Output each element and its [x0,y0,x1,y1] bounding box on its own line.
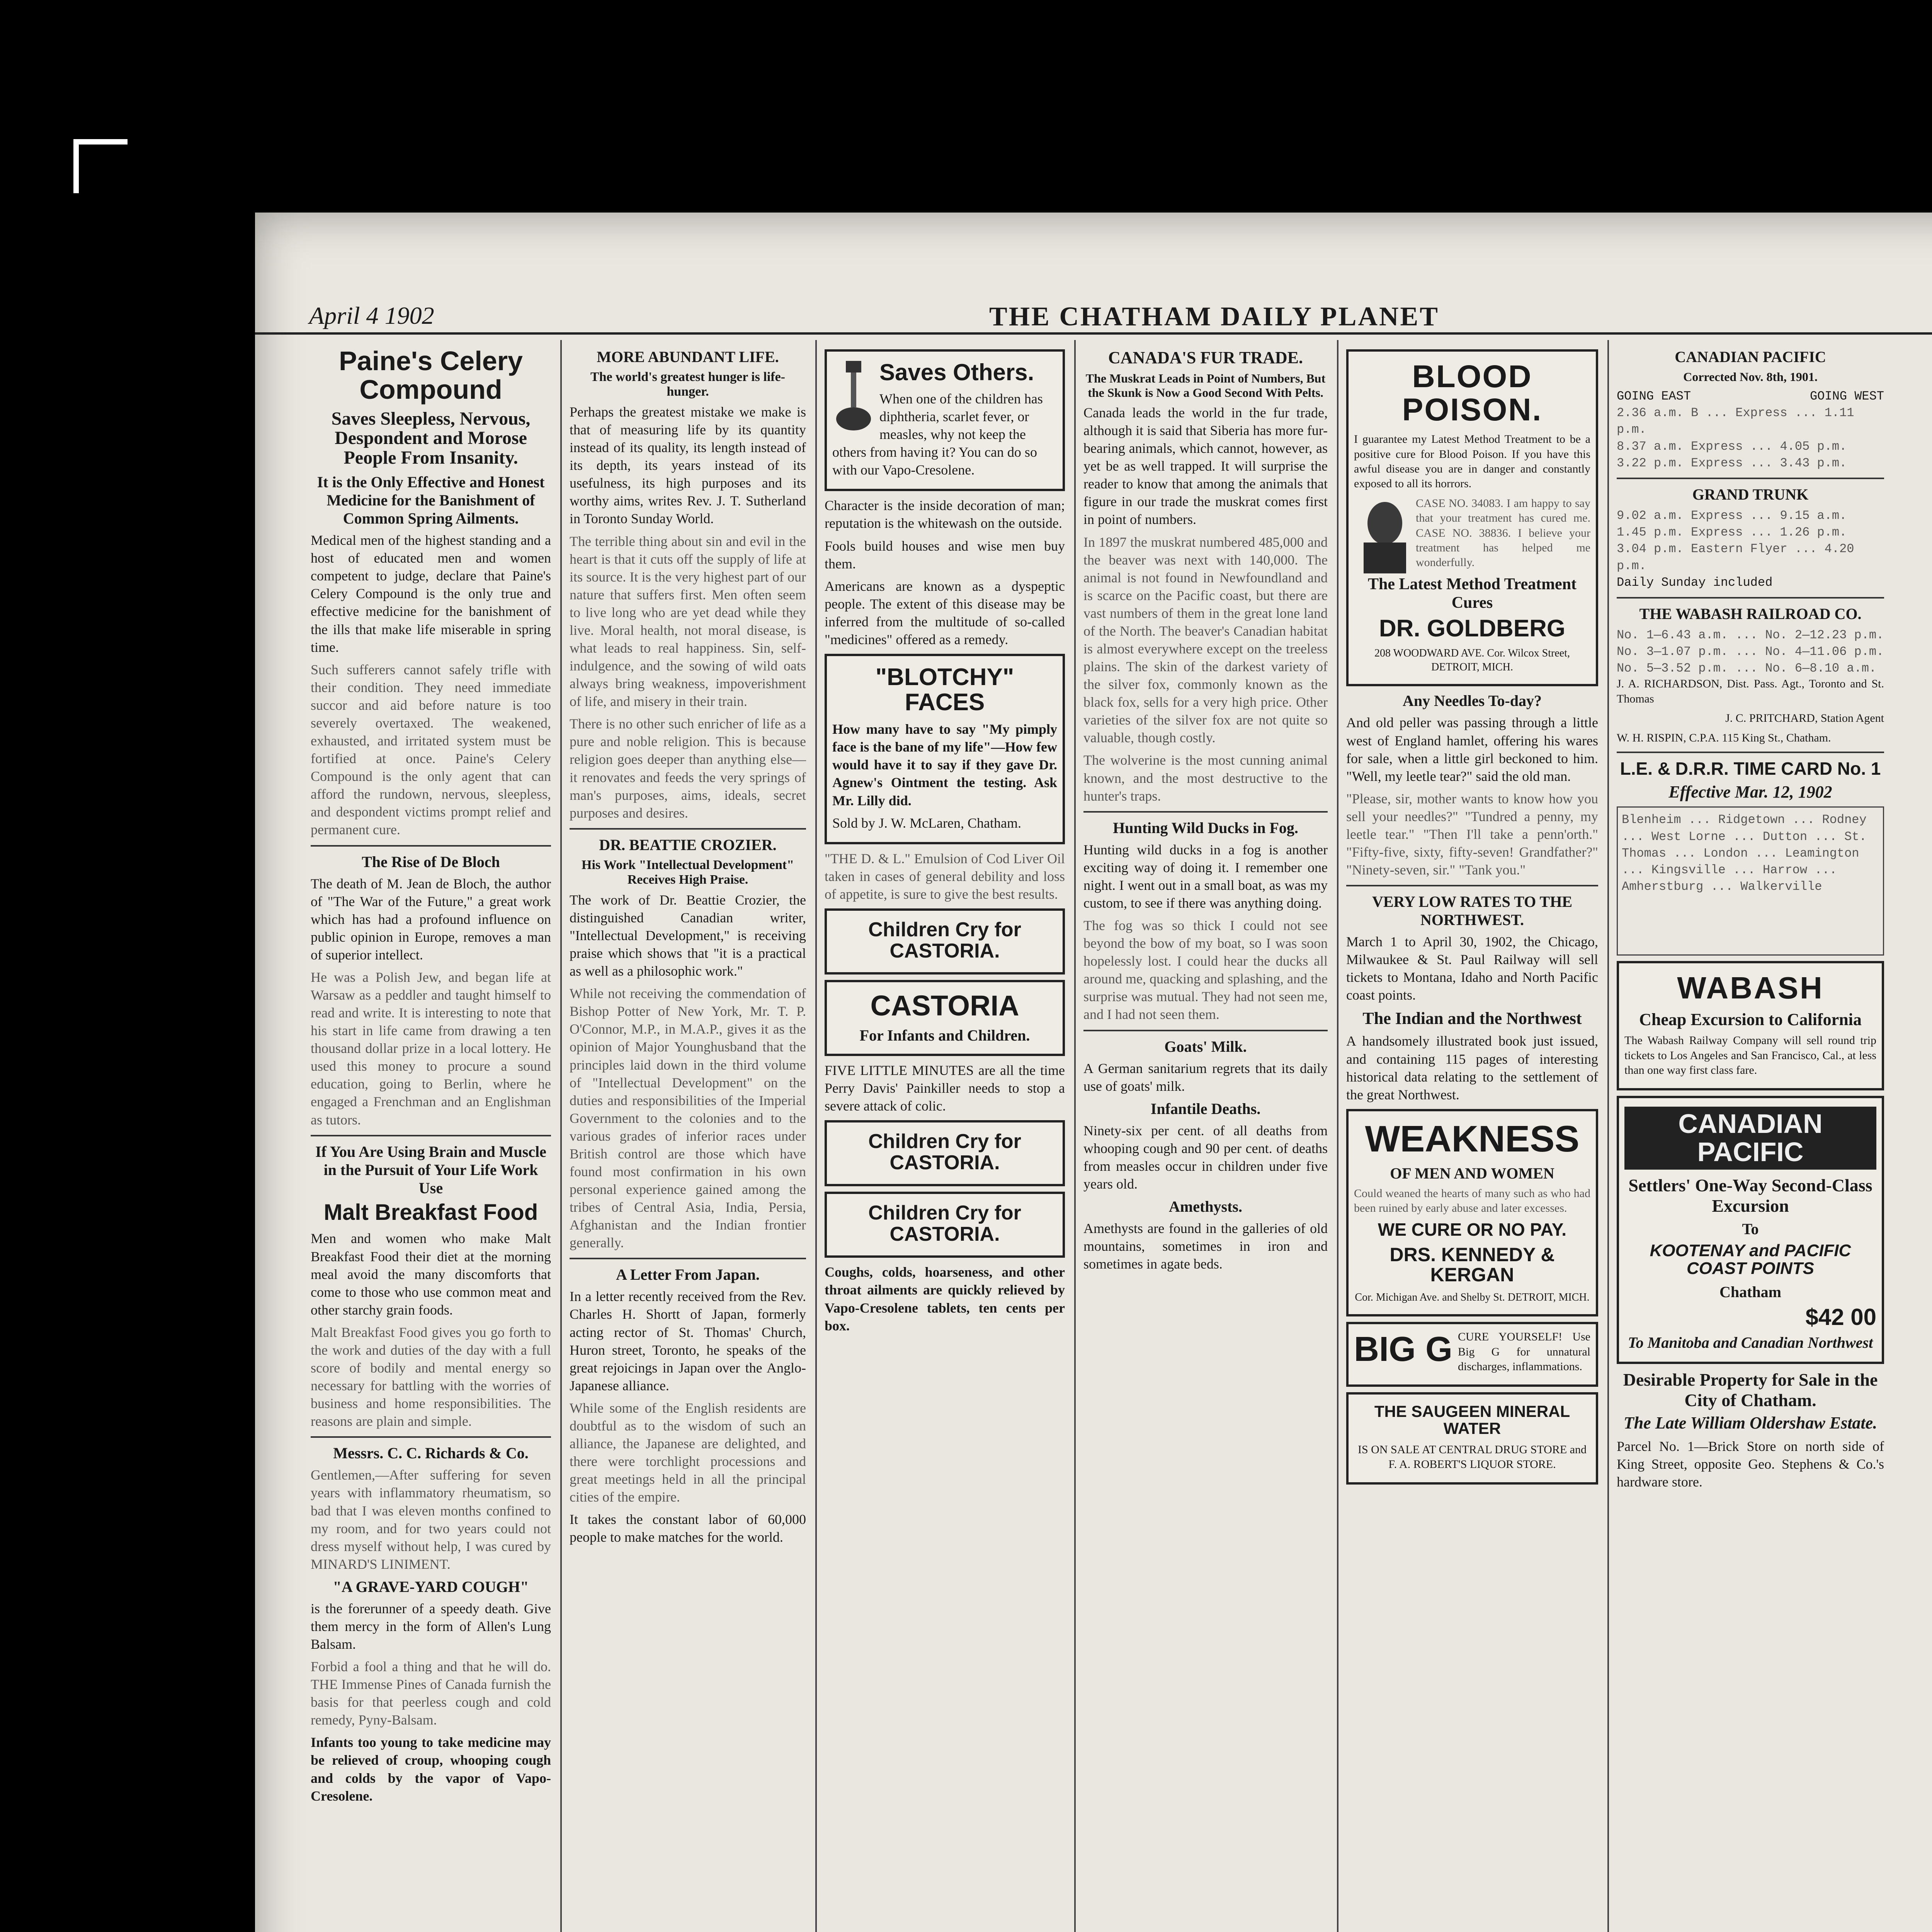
ledr-title: L.E. & D.R.R. TIME CARD No. 1 [1620,759,1881,779]
five-minutes-text: FIVE LITTLE MINUTES are all the time Perry Davis' Painkiller needs to stop a severe attack of colic. [825,1062,1065,1114]
settlers-from-chatham: Chatham [1719,1283,1782,1301]
settlers-headline: Settlers' One-Way Second-Class Excursion [1628,1175,1872,1216]
graveyard-text: is the forerunner of a speedy death. Give them mercy in the form of Allen's Lung Balsam. [311,1600,551,1652]
weakness-sub: OF MEN AND WOMEN [1390,1164,1554,1182]
bloch-headline: The Rise of De Bloch [362,853,500,871]
cp-settlers-ad [1617,1096,1884,1364]
crozier-text: The work of Dr. Beattie Crozier, the distinguished Canadian writer, "Intellectual Development," is receiving praise which shows that "it is a practical as well as a philosophic work." [570,892,806,979]
wabash-timetable: No. 1—6.43 a.m. ... No. 2—12.23 p.m. No. 3—1.07 p.m. ... No. 4—11.06 p.m. No. 5—3.52 p.m. ... No. 6—8.10 a.m. [1617,628,1884,676]
cp-going-west: GOING WEST [1810,389,1884,403]
crozier-sub: His Work "Intellectual Development" Receives High Praise. [582,857,794,887]
graveyard-headline: "A GRAVE-YARD COUGH" [333,1578,529,1595]
abundant-life-text: Perhaps the greatest mistake we make is that of measuring life by its quantity instead of its quality, its length instead of its depth, its years instead of its usefulness, its high purposes and its worthy aims, writes Rev. J. T. Sutherland in Toronto Sunday World. [570,404,806,527]
fur-trade-headline: CANADA'S FUR TRADE. [1108,348,1303,367]
vaporizer-lamp-icon [832,357,875,434]
saugeen-ad [1346,1392,1598,1485]
latest-method-headline: The Latest Method Treatment Cures [1367,575,1577,612]
richardson-agent: J. A. RICHARDSON, Dist. Pass. Agt., Toronto and St. Thomas [1617,677,1884,705]
column-2: MORE ABUNDANT LIFE. The world's greatest hunger is life-hunger. Perhaps the greatest mistake we make is that of measuring life by its quantity instead of its quality, its length instead of its depth, its years instead of its usefulness, its high purposes and its worthy aims, writes Rev. J. T. Sutherland in Toronto Sunday World. The terrible thing about sin and evil in the heart is that it cuts off the supply of life at its source. It is the very highest part of our nature that suffers first. Men often seem to live long who are yet dead while they live. Moral health, not moral disease, is what leads to real happiness. Sin, self-indulgence, and the sowing of wild oats always bring weakness, impoverishment of life, and misery in their train. There is no other such enricher of life as a pure and noble religion. This is because religion goes deeper than anything else—it renovates and feeds the very springs of man's purposes, aims, ideals, secret purposes and desires. DR. BEATTIE CROZIER. His Work "Intellectual Development" Receives High Praise. The work of Dr. Beattie Crozier, the distinguished Canadian writer, "Intellectual Development," is receiving praise which shows that "it is a practical as well as a philosophic work." While not receiving the commendation of Bishop Potter of New York, Mr. T. P. O'Connor, M.P., in M.A.P., gives it as the opinion of Major Younghusband that the principles laid down in the third volume of "Intellectual Development" on the duties and responsibilities of the Imperial Government to the colonies and to the various grades of inferior races under British control are those which have found most confirmation in his own personal experience gained among the tribes of Central Asia, India, Persia, Afghanistan and the Indian frontier generally. A Letter From Japan. In a letter recently received from the Rev. Charles H. Shortt of Japan, formerly acting rector of St. Thomas' Church, Huron street, Toronto, he speaks of the great rejoicings in Japan over the Anglo-Japanese alliance. While some of the English residents are doubtful as to the wisdom of such an alliance, the Japanese are delighted, and there were torchlight processions and great meetings held in all the principal cities of the empire. It takes the constant labor of 60,000 people to make matches for the world. [564,340,811,1932]
castoria-2-headline: CASTORIA [870,990,1019,1022]
castoria-ad-2 [825,980,1065,1056]
infantile-deaths-headline: Infantile Deaths. [1150,1100,1261,1117]
kennedy-kergan-name: DRS. KENNEDY & KERGAN [1389,1243,1555,1286]
column-5: BLOOD POISON. I guarantee my Latest Method Treatment to be a positive cure for Blood Poison. If you have this awful disease you are in danger and constantly exposed to all its horrors. CASE NO. 34083. I am happy to say that your treatment has cured me. CASE NO. 38836. I believe your treatment has helped me wonderfully. The Latest Method Treatment Cures DR. GOLDBERG 208 WOODWARD AVE. Cor. Wilcox Street, DETROIT, MICH. Any Needles To-day? And old peller was passing through a little west of England hamlet, offering his wares for sale, when a little girl beckoned to him. "Well, my leetle tear?" said the old man. "Please, sir, mother wants to know how you sell your needles?" "Tundred a penny, my leetle tear." "Then I'll take a penn'orth." "Fifty-five, sixty, fifty-seven! Grandfather?" "Ninety-seven, sir." "Tank you." VERY LOW RATES TO THE NORTHWEST. March 1 to April 30, 1902, the Chicago, Milwaukee & St. Paul Railway will sell tickets to Montana, Idaho and North Pacific coast points. The Indian and the Northwest A handsomely illustrated book just issued, and containing 115 pages of interesting historical data relating to the settlement of the great Northwest. WEAKNESS OF MEN AND WOMEN Could weaned the hearts of many such as who had been ruined by early abuse and later excesses. WE CURE OR NO PAY. DRS. KENNEDY & KERGAN Cor. Michigan Ave. and Shelby St. DETROIT, MICH. BIG G CURE YOURSELF! Use Big G for unnatural discharges, inflammations. THE SAUGEEN MINERAL WATER IS ON SALE AT CENTRAL DRUG STORE and F. A. ROBERT'S LIQUOR STORE. [1341,340,1604,1932]
richards-heading: Messrs. C. C. Richards & Co. [333,1444,529,1462]
crop-mark-top-left-h [73,139,128,145]
column-rule [815,340,817,1932]
vapo-croup-note: Infants too young to take medicine may be relieved of croup, whooping cough and colds by the vapor of Vapo-Cresolene. [311,1735,551,1804]
wabash-text: The Wabash Railway Company will sell round trip tickets to Los Angeles and San Francisco, Cal., at less than one way first class fare. [1624,1034,1876,1077]
gt-daily-note: Daily Sunday included [1617,575,1773,590]
weakness-ad: WEAKNESS OF MEN AND WOMEN Could weaned the hearts of many such as who had been ruined by early abuse and later excesses. WE CURE OR NO PAY. DRS. KENNEDY & KERGAN Cor. Michigan Ave. and Shelby St. DETROIT, MICH. [1346,1109,1598,1317]
oldershaw-estate: The Late William Oldershaw Estate. [1623,1413,1878,1433]
column-rule [560,340,562,1932]
goldberg-address: 208 WOODWARD AVE. Cor. Wilcox Street, DETROIT, MICH. [1374,647,1570,673]
fools-note: Fools build houses and wise men buy them. [825,538,1065,571]
needles-text: And old peller was passing through a little west of England hamlet, offering his wares for sale, when a little girl beckoned to him. "Well, my leetle tear?" said the old man. [1346,715,1598,784]
blood-poison-text: I guarantee my Latest Method Treatment to be a positive cure for Blood Poison. If you have this awful disease you are in danger and constantly exposed to all its horrors. [1354,433,1590,490]
column-rule [1074,340,1076,1932]
doctor-portrait-icon [1354,496,1416,573]
goats-milk-text: A German sanitarium regrets that its daily use of goats' milk. [1083,1060,1328,1094]
low-rates-text: March 1 to April 30, 1902, the Chicago, Milwaukee & St. Paul Railway will sell tickets to Montana, Idaho and North Pacific coast points. [1346,934,1598,1003]
blotchy-text: How many have to say "My pimply face is the bane of my life"—How few would have it to say if they gave Dr. Agnew's Ointment the testing. Ask Mr. Lilly did. [832,721,1057,808]
goats-milk-headline: Goats' Milk. [1164,1037,1247,1055]
character-note: Character is the inside decoration of man; reputation is the whitewash on the outside. [825,498,1065,531]
castoria-4-headline: Children Cry for CASTORIA. [868,1202,1021,1245]
crozier-headline: DR. BEATTIE CROZIER. [599,836,777,854]
cp-settlers-logo: CANADIAN PACIFIC [1624,1107,1876,1170]
blotchy-headline: "BLOTCHY" FACES [875,664,1014,716]
fur-trade-text: Canada leads the world in the fur trade, although it is said that Siberia has more fur-bearing animals, which cannot, however, as yet be as well trapped. It will surprise the reader to know that among the animals that figure in our trade the muskrat comes first in point of numbers. [1083,405,1328,527]
malt-lead: If You Are Using Brain and Muscle in the Pursuit of Your Life Work Use [315,1143,546,1197]
indian-northwest-headline: The Indian and the Northwest [1362,1009,1582,1028]
saugeen-text: IS ON SALE AT CENTRAL DRUG STORE and F. A. ROBERT'S LIQUOR STORE. [1358,1443,1587,1471]
infantile-deaths-text: Ninety-six per cent. of all deaths from whooping cough and 90 per cent. of deaths from measles occur in children under five years old. [1083,1122,1328,1192]
blotchy-faces-ad [825,654,1065,844]
paines-headline: Paine's Celery Compound [339,346,523,405]
malt-headline: Malt Breakfast Food [323,1199,538,1225]
blood-poison-ad: BLOOD POISON. I guarantee my Latest Method Treatment to be a positive cure for Blood Poison. If you have this awful disease you are in danger and constantly exposed to all its horrors. CASE NO. 34083. I am happy to say that your treatment has cured me. CASE NO. 38836. I believe your treatment has helped me wonderfully. The Latest Method Treatment Cures DR. GOLDBERG 208 WOODWARD AVE. Cor. Wilcox Street, DETROIT, MICH. [1346,349,1598,686]
ledr-effective: Effective Mar. 12, 1902 [1668,782,1832,802]
wabash-excursion: Cheap Excursion to California [1639,1010,1862,1029]
rispin-agent: W. H. RISPIN, C.P.A. 115 King St., Chatham. [1617,731,1831,744]
cure-or-no-pay: WE CURE OR NO PAY. [1378,1219,1567,1240]
blood-poison-headline: BLOOD POISON. [1402,359,1543,428]
low-rates-headline: VERY LOW RATES TO THE NORTHWEST. [1372,893,1573,929]
cp-corrected: Corrected Nov. 8th, 1901. [1683,370,1818,384]
saves-others-headline: Saves Others. [879,359,1034,385]
kootenay-destination: KOOTENAY and PACIFIC COAST POINTS [1650,1241,1851,1278]
duck-hunting-text: Hunting wild ducks in a fog is another exciting way of doing it. I remember one night. I went out in a small boat, as was my custom, to see if there was anything doing. [1083,842,1328,911]
newspaper-title: THE CHATHAM DAILY PLANET [989,302,1439,332]
weakness-headline: WEAKNESS [1365,1118,1580,1160]
big-g-text: CURE YOURSELF! Use Big G for unnatural discharges, inflammations. [1458,1330,1590,1373]
goldberg-name: DR. GOLDBERG [1379,615,1566,642]
saugeen-headline: THE SAUGEEN MINERAL WATER [1374,1402,1570,1437]
settlers-to: To [1742,1220,1759,1238]
castoria-2-sub: For Infants and Children. [859,1026,1030,1044]
column-1: Paine's Celery Compound Saves Sleepless, Nervous, Despondent and Morose People From Insanity. It is the Only Effective and Honest Medicine for the Banishment of Common Spring Ailments. Medical men of the highest standing and a host of educated men and women competent to judge, declare that Paine's Celery Compound is the only true and effective medicine for the banishment of the ills that make life miserable in spring time. Such sufferers cannot safely trifle with their condition. They need immediate succor and aid before nature is too severely overtaxed. The weakened, exhausted, and irritated system must be fortified at once. Paine's Celery Compound is the only agent that can afford the rundown, nervous, sleepless, and despondent victims prompt relief and permanent cure. The Rise of De Bloch The death of M. Jean de Bloch, the author of "The War of the Future," a great work which has had a profound influence on public opinion in Europe, removes a man of superior intellect. He was a Polish Jew, and began life at Warsaw as a peddler and taught himself to read and write. It is interesting to note that his start in life came from drawing a ten thousand dollar prize in a local lottery. He used this money to procure a sound education, going to Berlin, where he engaged a Frenchman and an Englishman as tutors. If You Are Using Brain and Muscle in the Pursuit of Your Life Work Use Malt Breakfast Food Men and women who make Malt Breakfast Food their diet at the morning meal avoid the many discomforts that come to those who use common meat and other starchy grain foods. Malt Breakfast Food gives you go forth to the work and duties of the day with a full score of bodily and mental energy so necessary for battling with the worries of business and home responsibilities. The reasons are plain and simple. Messrs. C. C. Richards & Co. Gentlemen,—After suffering for seven years with inflammatory rheumatism, so bad that I was eleven months confined to my room, and for two years could not dress myself without help, I was cured by MINARD'S LINIMENT. "A GRAVE-YARD COUGH" is the forerunner of a speedy death. Give them mercy in the form of Allen's Lung Balsam. Forbid a fool a thing and that he will do. THE Immense Pines of Canada furnish the basis for that peerless cough and cold remedy, Pyny-Balsam. Infants too young to take medicine may be relieved of croup, whooping cough and colds by the vapor of Vapo-Cresolene. [305,340,556,1932]
column-6 [1611,340,1889,1932]
column-rule [1337,340,1338,1932]
malt-text: Men and women who make Malt Breakfast Food their diet at the morning meal avoid the many discomforts that come to those who use common meat and other starchy grain foods. [311,1231,551,1318]
cp-timetable-heading: CANADIAN PACIFIC [1675,348,1826,366]
vapo-tablets-note: Coughs, colds, hoarseness, and other throat ailments are quickly relieved by Vapo-Cresolene tablets, ten cents per box. [825,1264,1065,1333]
pritchard-agent: J. C. PRITCHARD, Station Agent [1725,712,1884,725]
crop-mark-top-left-v [73,139,79,193]
needles-headline: Any Needles To-day? [1402,692,1542,710]
paines-subheadline: Saves Sleepless, Nervous, Despondent and Morose People From Insanity. [331,408,531,468]
japan-letter-headline: A Letter From Japan. [616,1266,760,1284]
newspaper-page [255,213,1932,1932]
castoria-1-headline: Children Cry for CASTORIA. [868,918,1021,962]
big-g-ad [1346,1322,1598,1386]
fur-trade-sub: The Muskrat Leads in Point of Numbers, But the Skunk is Now a Good Second With Pelts. [1085,371,1326,400]
wabash-logo: WABASH [1677,971,1824,1005]
page-header [255,301,1932,335]
matches-note: It takes the constant labor of 60,000 people to make matches for the world. [570,1512,806,1545]
castoria-ad-3 [825,1120,1065,1186]
paines-text: Medical men of the highest standing and a host of educated men and women competent to judge, declare that Paine's Celery Compound is the only true and effective medicine for the banishment of the ills that make life miserable in spring time. [311,532,551,655]
kennedy-kergan-address: Cor. Michigan Ave. and Shelby St. DETROIT, MICH. [1355,1291,1590,1303]
big-g-logo: BIG G [1354,1330,1453,1369]
amethysts-text: Amethysts are found in the galleries of old mountains, sometimes in iron and sometimes in agate beds. [1083,1220,1328,1272]
castoria-3-headline: Children Cry for CASTORIA. [868,1130,1021,1174]
cp-going-east: GOING EAST [1617,389,1691,403]
dyspeptic-text: Americans are known as a dyspeptic people. The extent of this disease may be inferred from the multitude of so-called "medicines" offered as a remedy. [825,578,1065,647]
japan-letter-text: In a letter recently received from the Rev. Charles H. Shortt of Japan, formerly acting rector of St. Thomas' Church, Huron street, Toronto, he speaks of the great rejoicings in Japan over the Anglo-Japanese alliance. [570,1289,806,1393]
bloch-text: The death of M. Jean de Bloch, the author of "The War of the Future," a great work which has had a profound influence on public opinion in Europe, removes a man of superior intellect. [311,876,551,963]
abundant-life-sub: The world's greatest hunger is life-hunger. [590,370,785,399]
wabash-ad [1617,961,1884,1090]
indian-northwest-text: A handsomely illustrated book just issued, and containing 115 pages of interesting historical data relating to the settlement of the great Northwest. [1346,1033,1598,1102]
column-rule [1607,340,1609,1932]
property-sale-headline: Desirable Property for Sale in the City of Chatham. [1623,1370,1878,1410]
saves-others-text: When one of the children has diphtheria, scarlet fever, or measles, why not keep the others from having it? You can do so with our Vapo-Cresolene. [832,391,1043,478]
ledr-timetable: Blenheim ... Ridgetown ... Rodney ... West Lorne ... Dutton ... St. Thomas ... London ... Leamington ... Kingsville ... Harrow ... Amherstburg ... Walkerville [1617,806,1884,956]
cp-timetable: GOING EAST GOING WEST 2.36 a.m. B ... Express ... 1.11 p.m. 8.37 a.m. Express ... 4.05 p.m. 3.22 p.m. Express ... 3.43 p.m. [1617,388,1884,471]
manitoba-heading: To Manitoba and Canadian Northwest [1628,1334,1873,1352]
amethysts-headline: Amethysts. [1169,1197,1242,1215]
castoria-ad-4 [825,1192,1065,1258]
parcels-text: Parcel No. 1—Brick Store on north side of King Street, opposite Geo. Stephens & Co.'s hardware store. [1617,1439,1884,1490]
paines-lead: It is the Only Effective and Honest Medicine for the Banishment of Common Spring Ailments. [317,473,545,527]
blotchy-sold: Sold by J. W. McLaren, Chatham. [832,815,1021,831]
gt-timetable: 9.02 a.m. Express ... 9.15 a.m. 1.45 p.m. Express ... 1.26 p.m. 3.04 p.m. Eastern Flyer ... 4.20 p.m. Daily Sunday included [1617,507,1884,591]
column-4: CANADA'S FUR TRADE. The Muskrat Leads in Point of Numbers, But the Skunk is Now a Good Second With Pelts. Canada leads the world in the fur trade, although it is said that Siberia has more fur-bearing animals, which cannot, however, as yet be as well trapped. It will surprise the reader to know that among the animals that figure in our trade the muskrat comes first in point of numbers. In 1897 the muskrat numbered 485,000 and the beaver was next with 140,000. The animal is not found in Newfoundland and is scarce on the Pacific coast, but there are vast numbers of them in the great lone land of the North. The beaver's Canadian habitat is almost everywhere except on the treeless plains. The skin of the darkest variety of the silver fox, commonly known as the black fox, sells for a very high price. Other varieties of the silver fox are not quite so valuable, though costly. The wolverine is the most cunning animal known, and the most destructive to the hunter's traps. Hunting Wild Ducks in Fog. Hunting wild ducks in a fog is another exciting way of doing it. I remember one night. I went out in a small boat, as was my custom, to see if there was anything doing. The fog was so thick I could not see beyond the bow of my boat, so I was soon hopelessly lost. I could hear the ducks all around me, quacking and splashing, and the surprise was mutual. They had not seen me, and I had not seen them. Goats' Milk. A German sanitarium regrets that its daily use of goats' milk. Infantile Deaths. Ninety-six per cent. of all deaths from whooping cough and 90 per cent. of deaths from measles occur in children under five years old. Amethysts. Amethysts are found in the galleries of old mountains, sometimes in iron and sometimes in agate beds. [1078,340,1333,1932]
castoria-ad-1 [825,908,1065,975]
abundant-life-headline: MORE ABUNDANT LIFE. [597,348,779,366]
issue-date: April 4 1902 [309,302,434,329]
column-3: Saves Others. When one of the children has diphtheria, scarlet fever, or measles, why not keep the others from having it? You can do so with our Vapo-Cresolene. Character is the inside decoration of man; reputation is the whitewash on the outside. Fools build houses and wise men buy them. Americans are known as a dyspeptic people. The extent of this disease may be inferred from the multitude of so-called "medicines" offered as a remedy. "BLOTCHY" FACES How many have to say "My pimply face is the bane of my life"—How few would have it to say if they gave Dr. Agnew's Ointment the testing. Ask Mr. Lilly did. Sold by J. W. McLaren, Chatham. "THE D. & L." Emulsion of Cod Liver Oil taken in cases of general debility and loss of appetite, is sure to give the best results. Children Cry for CASTORIA. CASTORIA For Infants and Children. FIVE LITTLE MINUTES are all the time Perry Davis' Painkiller needs to stop a severe attack of colic. Children Cry for CASTORIA. Children Cry for CASTORIA. Coughs, colds, hoarseness, and other throat ailments are quickly relieved by Vapo-Cresolene tablets, ten cents per box. [819,340,1070,1932]
gt-timetable-heading: GRAND TRUNK [1692,485,1809,503]
vapo-cresolene-ad [825,349,1065,491]
duck-hunting-headline: Hunting Wild Ducks in Fog. [1113,819,1298,837]
settlers-fare: $42 00 [1805,1304,1876,1330]
wabash-timetable-heading: THE WABASH RAILROAD CO. [1639,605,1862,622]
